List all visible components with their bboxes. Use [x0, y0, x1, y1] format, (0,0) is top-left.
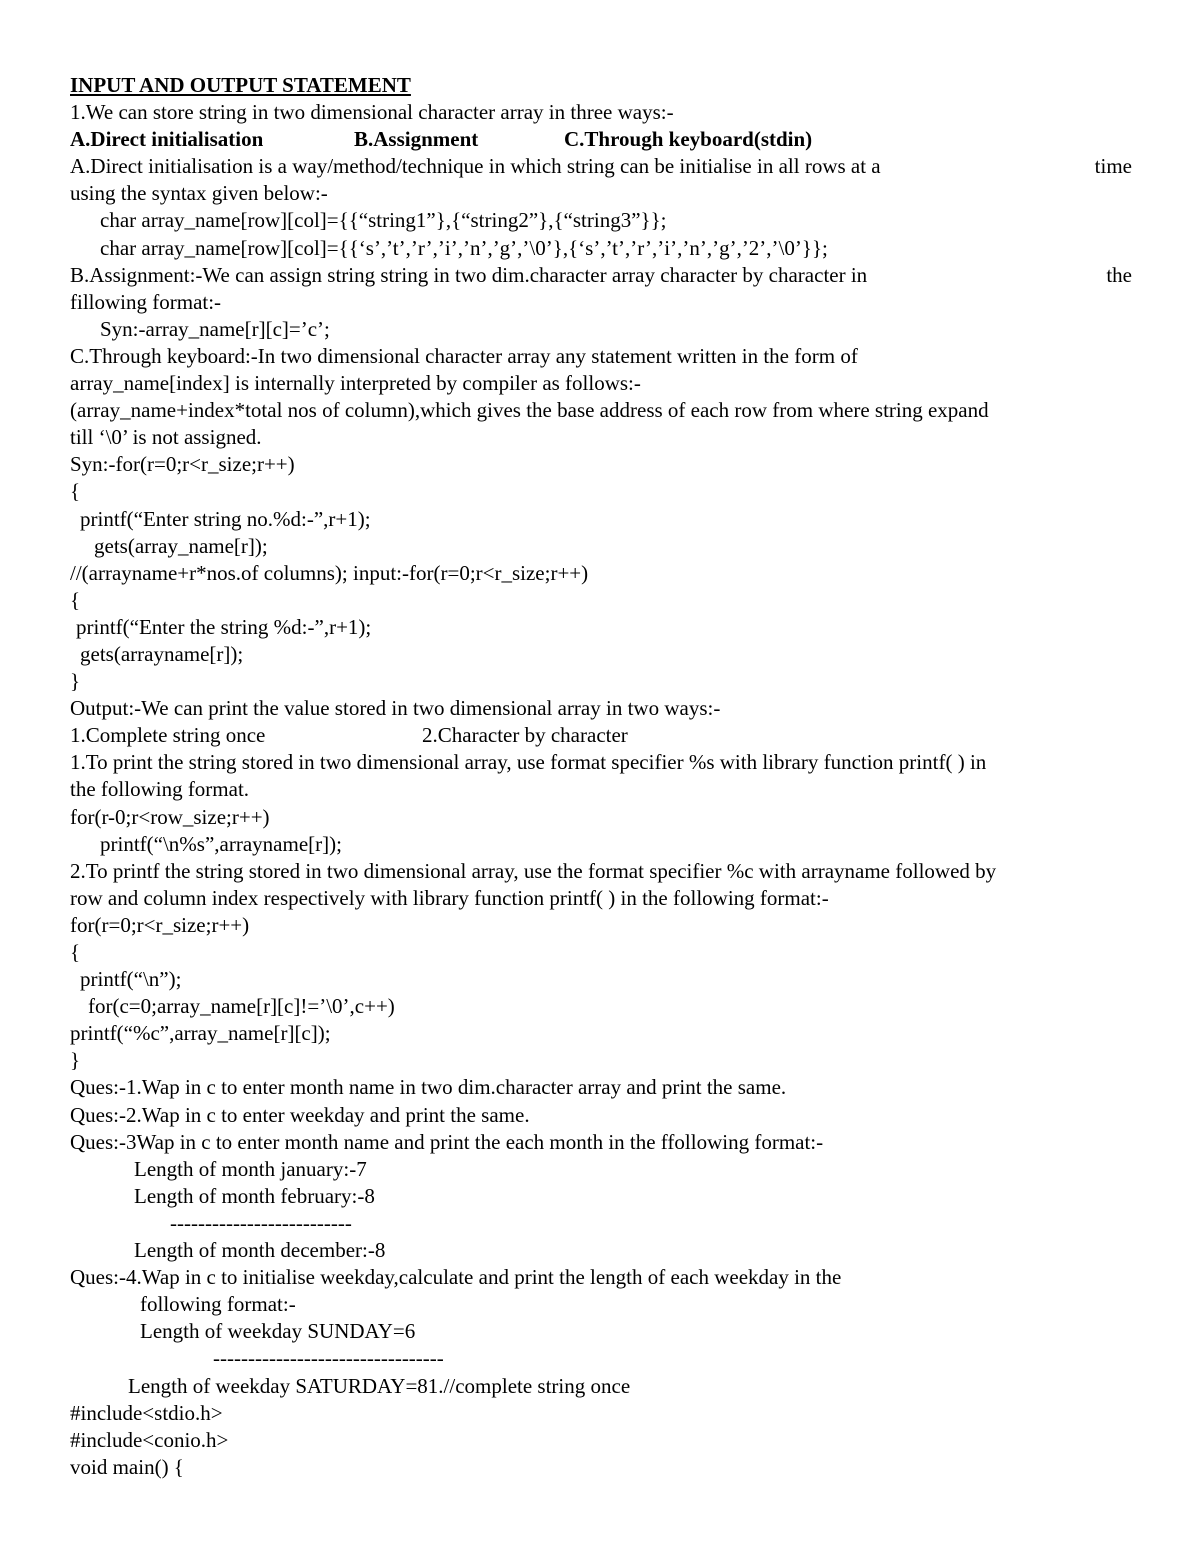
- output-1-line-1: 1.To print the string stored in two dimensional array, use format specifier %s with library function printf( ) in: [70, 750, 987, 775]
- code-line: }: [70, 1048, 81, 1073]
- code-line: printf(“Enter string no.%d:-”,r+1);: [80, 506, 371, 531]
- way-assignment: B.Assignment: [354, 127, 479, 152]
- document-page: [70, 72, 1132, 1481]
- assignment-text-end: the: [1106, 262, 1132, 287]
- code-line: Syn:-for(r=0;r<r_size;r++): [70, 452, 295, 477]
- code-line: {: [70, 479, 81, 504]
- q3-format-line: Length of month february:-8: [134, 1183, 375, 1208]
- direct-init-syntax-1: char array_name[row][col]={{“string1”},{“string2”},{“string3”}};: [100, 208, 667, 233]
- page-title: INPUT AND OUTPUT STATEMENT: [70, 73, 411, 97]
- way-keyboard: C.Through keyboard(stdin): [564, 127, 813, 152]
- code-line: #include<conio.h>: [70, 1427, 229, 1452]
- output-2-line-1: 2.To printf the string stored in two dimensional array, use the format specifier %c with arrayname followed by: [70, 858, 997, 883]
- keyboard-line-2: array_name[index] is internally interpreted by compiler as follows:-: [70, 371, 641, 396]
- question-3: Ques:-3Wap in c to enter month name and print the each month in the ffollowing format:-: [70, 1129, 824, 1154]
- code-line: for(r-0;r<row_size;r++): [70, 804, 270, 829]
- intro-line: 1.We can store string in two dimensional character array in three ways:-: [70, 100, 674, 125]
- q3-format-line: Length of month january:-7: [134, 1156, 367, 1181]
- q4-format-divider: ---------------------------------: [213, 1346, 444, 1371]
- output-way-character: 2.Character by character: [422, 723, 628, 748]
- code-line: printf(“Enter the string %d:-”,r+1);: [76, 614, 372, 639]
- question-4-line-2: following format:-: [140, 1292, 296, 1317]
- code-line: printf(“%c”,array_name[r][c]);: [70, 1021, 331, 1046]
- code-line: void main() {: [70, 1454, 184, 1479]
- question-1: Ques:-1.Wap in c to enter month name in two dim.character array and print the same.: [70, 1075, 787, 1100]
- code-line: for(r=0;r<r_size;r++): [70, 912, 250, 937]
- keyboard-line-3: (array_name+index*total nos of column),which gives the base address of each row from where string expand: [70, 398, 989, 423]
- q4-format-line: Length of weekday SATURDAY=81.//complete string once: [128, 1373, 631, 1398]
- output-way-complete: 1.Complete string once: [70, 723, 266, 748]
- code-line: gets(arrayname[r]);: [80, 641, 244, 666]
- direct-init-text-end: time: [1094, 154, 1132, 179]
- direct-init-text: A.Direct initialisation is a way/method/technique in which string can be initialise in all rows at a: [70, 154, 881, 179]
- code-line: for(c=0;array_name[r][c]!=’\0’,c++): [88, 994, 395, 1019]
- direct-init-line-2: using the syntax given below:-: [70, 181, 328, 206]
- code-line: gets(array_name[r]);: [94, 533, 268, 558]
- code-line: printf(“\n%s”,arrayname[r]);: [100, 831, 342, 856]
- question-2: Ques:-2.Wap in c to enter weekday and print the same.: [70, 1102, 530, 1127]
- output-intro: Output:-We can print the value stored in two dimensional array in two ways:-: [70, 696, 721, 721]
- code-line: //(arrayname+r*nos.of columns); input:-for(r=0;r<r_size;r++): [70, 560, 589, 585]
- assignment-line-2: fillowing format:-: [70, 289, 222, 314]
- code-line: {: [70, 940, 81, 964]
- q3-format-line: Length of month december:-8: [134, 1238, 386, 1263]
- code-line: {: [70, 587, 81, 612]
- assignment-text: B.Assignment:-We can assign string string in two dim.character array character by character in: [70, 262, 868, 287]
- output-2-line-2: row and column index respectively with library function printf( ) in the following format:-: [70, 885, 829, 910]
- assignment-line-1: [70, 262, 1132, 289]
- assignment-syntax: Syn:-array_name[r][c]=’c’;: [100, 316, 330, 341]
- keyboard-line-1: C.Through keyboard:-In two dimensional character array any statement written in the form of: [70, 343, 858, 368]
- question-4-line-1: Ques:-4.Wap in c to initialise weekday,calculate and print the length of each weekday in the: [70, 1265, 842, 1290]
- output-ways-row: [70, 722, 1132, 749]
- keyboard-line-4: till ‘\0’ is not assigned.: [70, 425, 262, 450]
- way-direct-init: A.Direct initialisation: [70, 127, 264, 152]
- code-line: }: [70, 669, 81, 694]
- direct-init-syntax-2: char array_name[row][col]={{‘s’,’t’,’r’,’i’,’n’,’g’,’\0’},{‘s’,’t’,’r’,’i’,’n’,’g’,’2’,’\0’}};: [100, 235, 828, 260]
- direct-init-line-1: [70, 153, 1132, 180]
- code-line: printf(“\n”);: [80, 967, 182, 992]
- code-line: #include<stdio.h>: [70, 1400, 223, 1425]
- ways-row: [70, 126, 1132, 153]
- output-1-line-2: the following format.: [70, 777, 250, 802]
- q4-format-line: Length of weekday SUNDAY=6: [140, 1319, 416, 1344]
- q3-format-divider: --------------------------: [170, 1210, 352, 1235]
